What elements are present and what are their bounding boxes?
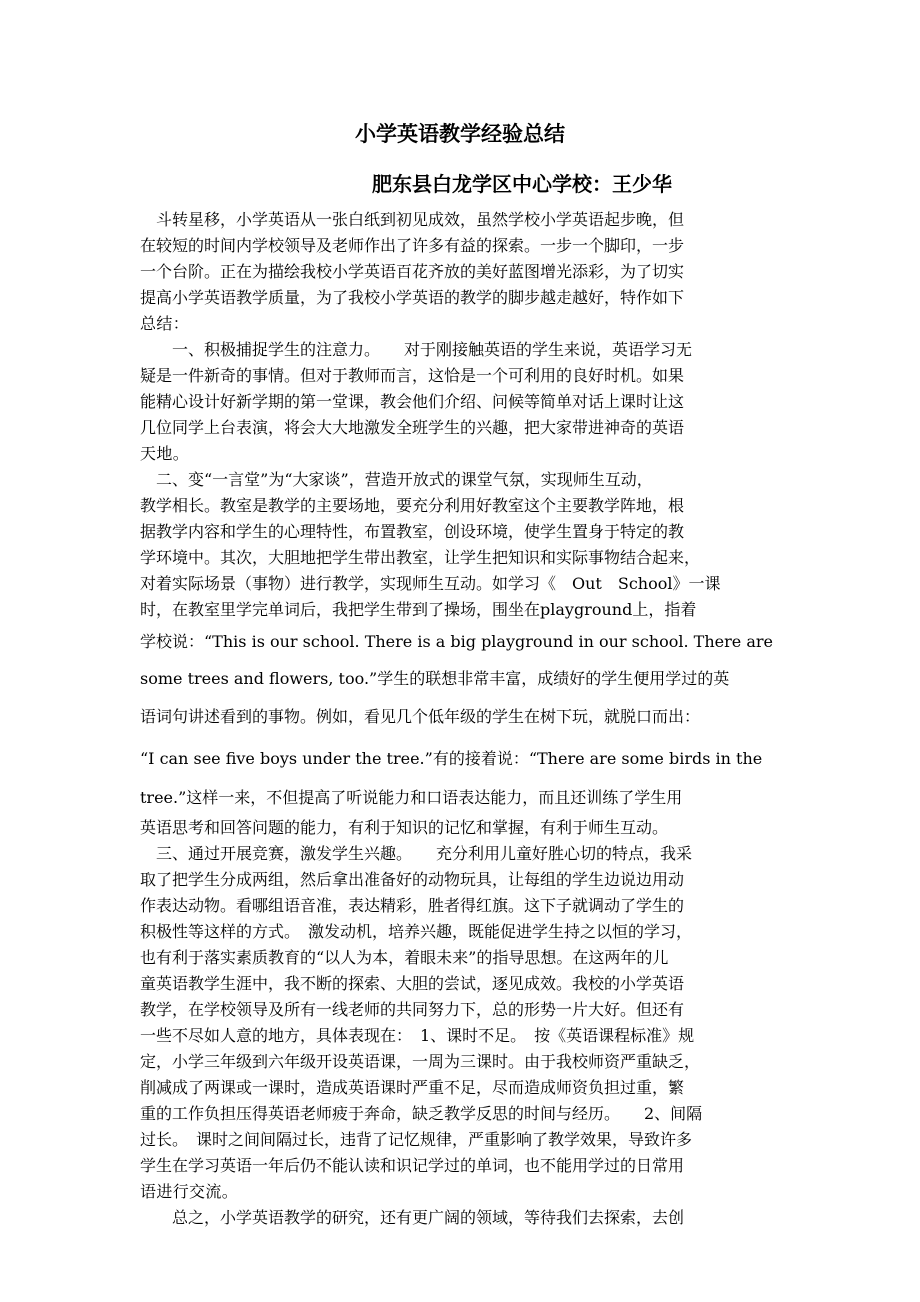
text-line: 教学，在学校领导及所有一线老师的共同努力下，总的形势一片大好。但还有 [140, 1000, 685, 1019]
document-body [140, 207, 785, 1231]
text-line: 英语思考和回答问题的能力，有利于知识的记忆和掌握，有利于师生互动。 [140, 818, 669, 837]
text-line: 总结： [140, 314, 190, 333]
text-line: 语词句讲述看到的事物。例如，看见几个低年级的学生在树下玩，就脱口而出： [140, 707, 701, 726]
text-line: 削减成了两课或一课时，造成英语课时严重不足，尽而造成师资负担过重，繁 [140, 1078, 685, 1097]
text-line: 一个台阶。正在为描绘我校小学英语百花齐放的美好蓝图增光添彩，为了切实 [140, 262, 685, 281]
text-line: 重的工作负担压得英语老师疲于奔命，缺乏教学反思的时间与经历。 2、间隔 [140, 1104, 703, 1123]
text-line: “I can see five boys under the tree.”有的接着说：“There are some birds in the [140, 749, 763, 768]
text-line: 三、通过开展竞赛，激发学生兴趣。 充分利用儿童好胜心切的特点，我采 [140, 844, 693, 863]
author-line: 肥东县白龙学区中心学校：王少华 [372, 172, 672, 196]
text-line: 也有利于落实素质教育的“以人为本，着眼未来”的指导思想。在这两年的儿 [140, 948, 669, 967]
text-line: 几位同学上台表演，将会大大地激发全班学生的兴趣，把大家带进神奇的英语 [140, 418, 685, 437]
document-title: 小学英语教学经验总结 [355, 122, 565, 146]
text-line: 斗转星移，小学英语从一张白纸到初见成效，虽然学校小学英语起步晚，但 [140, 210, 685, 229]
text-line: 提高小学英语教学质量，为了我校小学英语的教学的脚步越走越好，特作如下 [140, 288, 685, 307]
text-line: 二、变“一言堂”为“大家谈”，营造开放式的课堂气氛，实现师生互动， [140, 470, 653, 489]
text-line: 过长。 课时之间间隔过长，违背了记忆规律，严重影响了教学效果，导致许多 [140, 1130, 693, 1149]
text-line: 积极性等这样的方式。 激发动机，培养兴趣，既能促进学生持之以恒的学习， [140, 922, 693, 941]
text-line: 学校说：“This is our school. There is a big playground in our school. There are [140, 632, 773, 651]
text-line: 童英语教学生涯中，我不断的探索、大胆的尝试，逐见成效。我校的小学英语 [140, 974, 685, 993]
text-line: 教学相长。教室是教学的主要场地，要充分利用好教室这个主要教学阵地，根 [140, 496, 685, 515]
text-line: 学生在学习英语一年后仍不能认读和识记学过的单词，也不能用学过的日常用 [140, 1156, 685, 1175]
text-line: 对着实际场景（事物）进行教学，实现师生互动。如学习《 Out School》一课 [140, 574, 721, 593]
text-line: 在较短的时间内学校领导及老师作出了许多有益的探索。一步一个脚印，一步 [140, 236, 685, 255]
text-line: 定，小学三年级到六年级开设英语课，一周为三课时。由于我校师资严重缺乏， [140, 1052, 701, 1071]
text-line: 语进行交流。 [140, 1182, 239, 1201]
text-line: tree.”这样一来，不但提高了听说能力和口语表达能力，而且还训练了学生用 [140, 788, 683, 807]
text-line: 取了把学生分成两组，然后拿出准备好的动物玩具，让每组的学生边说边用动 [140, 870, 685, 889]
text-line: some trees and flowers, too.”学生的联想非常丰富，成绩好的学生便用学过的英 [140, 669, 730, 688]
text-line: 据教学内容和学生的心理特性，布置教室，创设环境，使学生置身于特定的教 [140, 522, 685, 541]
text-line: 能精心设计好新学期的第一堂课，教会他们介绍、问候等简单对话上课时让这 [140, 392, 685, 411]
text-line: 时，在教室里学完单词后，我把学生带到了操场，围坐在playground上，指着 [140, 600, 697, 619]
text-line: 总之，小学英语教学的研究，还有更广阔的领域，等待我们去探索，去创 [140, 1208, 685, 1227]
text-line: 学环境中。其次，大胆地把学生带出教室，让学生把知识和实际事物结合起来， [140, 548, 701, 567]
text-line: 作表达动物。看哪组语音准，表达精彩，胜者得红旗。这下子就调动了学生的 [140, 896, 685, 915]
text-line: 一些不尽如人意的地方，具体表现在： 1、课时不足。 按《英语课程标准》规 [140, 1026, 695, 1045]
text-line: 天地。 [140, 444, 190, 463]
text-line: 疑是一件新奇的事情。但对于教师而言，这恰是一个可利用的良好时机。如果 [140, 366, 685, 385]
text-line: 一、积极捕捉学生的注意力。 对于刚接触英语的学生来说，英语学习无 [140, 340, 693, 359]
